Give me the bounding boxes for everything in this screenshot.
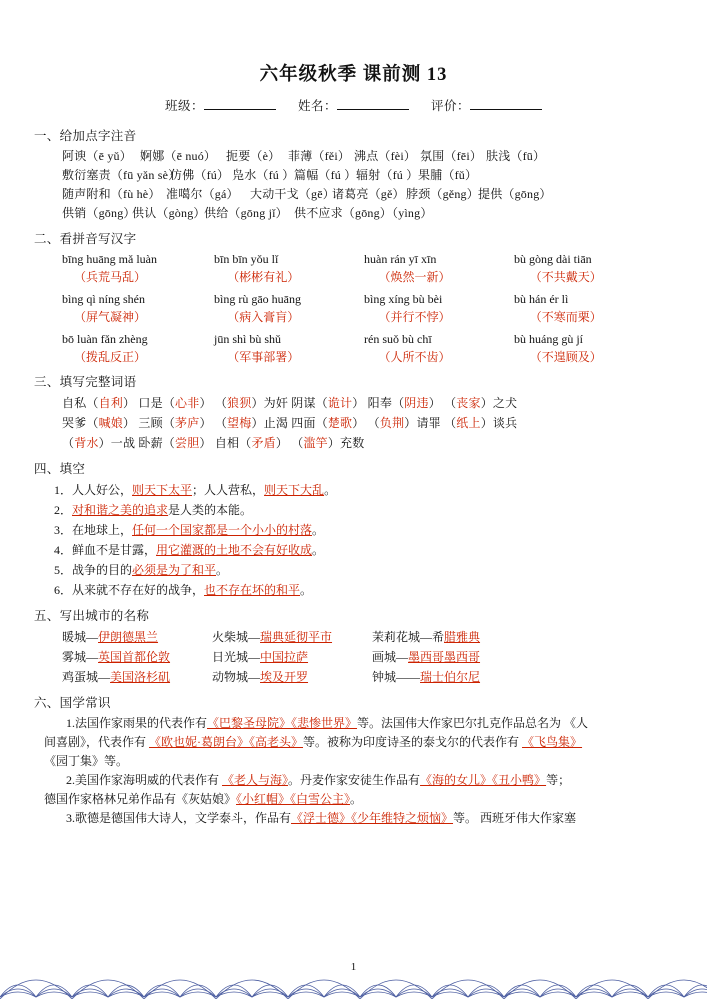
guoxue-text: 间喜剧》，代表作有 — [44, 735, 150, 749]
guoxue-text: 等。法国伟大作家巴尔扎克作品总名为 《人 — [357, 716, 589, 730]
idiom-answer[interactable]: 阴违 — [404, 396, 429, 410]
pinyin-item: 沸点（fèi） — [354, 149, 417, 163]
city-label: 钟城—— — [372, 670, 421, 684]
pinyin-item: 仿佛（fú） — [170, 168, 230, 182]
page-title: 六年级秋季 课前测 13 — [259, 65, 448, 85]
guoxue-line — [34, 790, 673, 809]
section-5-heading: 五、写出城市的名称 — [34, 609, 150, 623]
idiom-answer[interactable]: 滥竽 — [303, 436, 328, 450]
pinyin-item: 提供（gōng） — [478, 187, 552, 201]
fill-blank-answer[interactable]: 则天下太平 — [132, 483, 193, 497]
page-number: 1 — [350, 961, 357, 973]
hanzi-answer-cell[interactable]: （彬彬有礼） — [227, 270, 300, 284]
idiom-answer[interactable]: 喊娘 — [98, 416, 124, 430]
fill-blank-text: 是人类的本能。 — [168, 503, 253, 517]
hanzi-answer-cell[interactable]: （不共戴天） — [529, 270, 602, 284]
fill-blank-text: ；人人营私， — [192, 483, 265, 497]
fill-blank-item — [34, 540, 673, 560]
pinyin-cell: bō luàn fǎn zhèng — [62, 332, 148, 346]
city-line — [34, 627, 673, 647]
idiom-text: ）一战 卧薪（ — [98, 436, 176, 450]
idiom-answer[interactable]: 背水 — [74, 436, 99, 450]
guoxue-text: 2.美国作家海明威的代表作有 — [66, 773, 223, 787]
city-answer[interactable]: 腊雅典 — [444, 630, 481, 644]
guoxue-line — [34, 771, 673, 790]
hanzi-answer-cell[interactable]: （兵荒马乱） — [74, 270, 147, 284]
idiom-answer[interactable]: 自利 — [98, 396, 124, 410]
idiom-text: ）谈兵 — [480, 416, 518, 430]
idiom-text: ） 三顾（ — [123, 416, 176, 430]
hanzi-answer-row[interactable] — [62, 348, 673, 366]
guoxue-line — [34, 714, 673, 733]
idiom-text: ）请罪 （ — [404, 416, 457, 430]
fill-blank-item — [34, 480, 673, 500]
name-field-blank[interactable] — [337, 97, 409, 110]
idiom-answer[interactable]: 矛盾 — [251, 436, 276, 450]
city-label: 茉莉花城—希 — [372, 630, 445, 644]
city-entry — [372, 667, 480, 687]
fill-blank-answer[interactable]: 对和谐之美的追求 — [72, 503, 169, 517]
guoxue-text: 1.法国作家雨果的代表作有 — [66, 716, 208, 730]
idiom-text: ） （ — [428, 396, 457, 410]
pinyin-row — [62, 147, 673, 166]
guoxue-text: 《园丁集》等。 — [44, 754, 129, 768]
guoxue-line — [34, 733, 673, 752]
hanzi-answer-cell[interactable]: （屏气凝神） — [74, 310, 147, 324]
idiom-line — [62, 393, 673, 413]
city-label: 暖城— — [62, 630, 99, 644]
city-answer[interactable]: 瑞士伯尔尼 — [420, 670, 481, 684]
pinyin-item: 敷衍塞责（fū yǎn sè） — [62, 168, 181, 182]
class-field-blank[interactable] — [204, 97, 276, 110]
hanzi-answer-cell[interactable]: （并行不悖） — [378, 310, 451, 324]
footer-wave-decoration — [0, 953, 707, 999]
score-field-blank[interactable] — [470, 97, 542, 110]
pinyin-item: 供给（gōng jǐ） — [204, 206, 288, 220]
idiom-answer[interactable]: 茅庐 — [175, 416, 200, 430]
idiom-line — [62, 433, 673, 453]
idiom-text: ） （ — [199, 396, 228, 410]
city-label: 画城— — [372, 650, 409, 664]
fill-blank-answer[interactable]: 任何一个国家都是一个小小的村落 — [132, 523, 313, 537]
pinyin-prompt-row — [62, 330, 673, 348]
fill-blank-item — [34, 560, 673, 580]
pinyin-item: 大动干戈（gē） — [250, 187, 335, 201]
hanzi-answer-cell[interactable]: （病入膏肓） — [227, 310, 300, 324]
guoxue-text: 。丹麦作家安徒生作品有 — [288, 773, 421, 787]
pinyin-item: 供认（gòng） — [132, 206, 206, 220]
section-1-heading: 一、给加点字注音 — [34, 129, 137, 143]
guoxue-text: 等。被称为印度诗圣的泰戈尔的代表作有 — [303, 735, 523, 749]
section-4-heading: 四、填空 — [34, 462, 86, 476]
guoxue-answer[interactable]: 《欧也妮·葛朗台》《高老头》 — [149, 735, 304, 749]
hanzi-answer-cell[interactable]: （焕然一新） — [378, 270, 451, 284]
idiom-answer[interactable]: 丧家 — [456, 396, 481, 410]
idiom-answer[interactable]: 望梅 — [227, 416, 252, 430]
fill-blank-item — [34, 500, 673, 520]
city-entry — [372, 647, 480, 667]
city-answer[interactable]: 埃及开罗 — [260, 670, 309, 684]
idiom-text: ） （ — [275, 436, 304, 450]
fill-blank-answer[interactable]: 也不存在坏的和平 — [204, 583, 301, 597]
pinyin-cell: rén suǒ bù chī — [364, 332, 432, 346]
fill-blank-answer[interactable]: 用它灌溉的土地不会有好收成 — [156, 543, 313, 557]
idiom-text: ）止渴 四面（ — [251, 416, 328, 430]
pinyin-row — [62, 185, 673, 204]
guoxue-answer[interactable]: 《海的女儿》《丑小鸭》 — [420, 773, 547, 787]
hanzi-answer-row[interactable] — [62, 308, 673, 326]
pinyin-cell: bìng rù gāo huāng — [214, 292, 301, 306]
pinyin-item: 阿谀（ē yǔ） — [62, 149, 132, 163]
pinyin-cell: bù hán ér lì — [514, 292, 569, 306]
fill-blank-text: 6．从来就不存在好的战争， — [54, 583, 205, 597]
section-6-heading: 六、国学常识 — [34, 696, 111, 710]
city-entry — [212, 667, 372, 687]
idiom-answer[interactable]: 狼狈 — [227, 396, 252, 410]
hanzi-answer-cell[interactable]: （不寒而栗） — [529, 310, 602, 324]
idiom-text: （ — [62, 436, 75, 450]
pinyin-cell: bù gòng dài tiān — [514, 252, 592, 266]
fill-blank-answer[interactable]: 则天下大乱 — [264, 483, 325, 497]
pinyin-item: 扼要（è） — [226, 149, 281, 163]
section-3-body — [34, 393, 673, 453]
fill-blank-text: 。 — [312, 543, 325, 557]
hanzi-answer-cell[interactable]: （不遑顾及） — [529, 350, 602, 364]
section-2-heading: 二、看拼音写汉字 — [34, 232, 137, 246]
city-entry — [62, 667, 212, 687]
pinyin-item: 肤浅（fū） — [486, 149, 546, 163]
guoxue-text: 等。 西班牙伟大作家塞 — [453, 811, 577, 825]
pinyin-row — [62, 166, 673, 185]
pinyin-cell: bīng huāng mǎ luàn — [62, 252, 157, 266]
idiom-text: ） 口是（ — [123, 396, 176, 410]
guoxue-answer[interactable]: 《浮士德》《少年维特之烦恼》 — [291, 811, 454, 825]
fill-blank-text: 。 — [300, 583, 313, 597]
guoxue-line — [34, 752, 673, 771]
pinyin-cell: huàn rán yī xīn — [364, 252, 437, 266]
pinyin-item: 婀娜（ē nuó） — [140, 149, 217, 163]
city-line — [34, 667, 673, 687]
pinyin-item: 供不应求（gōng） — [294, 206, 393, 220]
fill-blank-item — [34, 580, 673, 600]
fill-blank-answer[interactable]: 必须是为了和平 — [132, 563, 217, 577]
pinyin-prompt-row — [62, 290, 673, 308]
pinyin-item: 凫水（fú ） — [232, 168, 295, 182]
pinyin-cell: bìng xíng bù bèi — [364, 292, 443, 306]
fill-blank-text: 。 — [216, 563, 229, 577]
pinyin-item: 篇幅（fú ） — [294, 168, 357, 182]
guoxue-answer[interactable]: 《老人与海》 — [222, 773, 289, 787]
hanzi-answer-row[interactable] — [62, 268, 673, 286]
guoxue-text: 3.歌德是德国伟大诗人，文学泰斗，作品有 — [66, 811, 292, 825]
guoxue-answer[interactable]: 《巴黎圣母院》《悲惨世界》 — [207, 716, 358, 730]
pinyin-item: 随声附和（fù hè） — [62, 187, 161, 201]
guoxue-text: 。 — [350, 792, 363, 806]
city-answer[interactable]: 伊朗德黑兰 — [98, 630, 159, 644]
section-5-body — [34, 627, 673, 687]
idiom-text: ）之犬 — [480, 396, 518, 410]
pinyin-row — [62, 204, 673, 223]
guoxue-line — [34, 809, 673, 828]
idiom-line — [62, 413, 673, 433]
city-answer[interactable]: 墨西哥墨西哥 — [408, 650, 481, 664]
city-label: 鸡蛋城— — [62, 670, 111, 684]
fill-blank-text: 2． — [54, 503, 73, 517]
idiom-answer[interactable]: 纸上 — [456, 416, 481, 430]
idiom-answer[interactable]: 尝胆 — [175, 436, 200, 450]
pinyin-item: 氛围（fēi） — [420, 149, 483, 163]
fill-blank-text: 3．在地球上， — [54, 523, 133, 537]
pinyin-item: 准噶尔（gá） — [166, 187, 239, 201]
idiom-text: 自私（ — [62, 396, 99, 410]
city-answer[interactable]: 中国拉萨 — [260, 650, 309, 664]
section-3-heading: 三、填写完整词语 — [34, 375, 137, 389]
hanzi-answer-cell[interactable]: （拨乱反正） — [74, 350, 147, 364]
idiom-text: ） （ — [352, 416, 380, 430]
pinyin-item: 供销（gōng） — [62, 206, 136, 220]
pinyin-cell: bù huáng gù jí — [514, 332, 583, 346]
section-2-body — [34, 250, 673, 366]
guoxue-answer[interactable]: 《飞鸟集》 — [522, 735, 583, 749]
hanzi-answer-cell[interactable]: （军事部署） — [227, 350, 300, 364]
section-4-body — [34, 480, 673, 600]
city-entry — [212, 627, 372, 647]
hanzi-answer-cell[interactable]: （人所不齿） — [378, 350, 451, 364]
section-1-body — [34, 147, 673, 223]
idiom-answer[interactable]: 负荆 — [379, 416, 405, 430]
city-answer[interactable]: 英国首都伦敦 — [98, 650, 171, 664]
city-entry — [62, 647, 212, 667]
pinyin-item: 辐射（fú ） — [356, 168, 419, 182]
city-line — [34, 647, 673, 667]
pinyin-item: 果脯（fǔ） — [418, 168, 478, 182]
idiom-text: ）为奸 阴谋（ — [251, 396, 328, 410]
pinyin-item: 诸葛亮（gě） — [332, 187, 405, 201]
city-label: 雾城— — [62, 650, 99, 664]
class-field-label: 班级： — [164, 99, 204, 113]
fill-blank-text: 。 — [324, 483, 337, 497]
city-entry — [372, 627, 480, 647]
city-label: 日光城— — [212, 650, 261, 664]
idiom-text: ） 阳奉（ — [352, 396, 405, 410]
pinyin-item: 脖颈（gěng） — [406, 187, 479, 201]
fill-blank-text: 。 — [312, 523, 325, 537]
pinyin-item: 菲薄（fěi） — [288, 149, 351, 163]
guoxue-text: 等； — [546, 773, 571, 787]
city-entry — [62, 627, 212, 647]
idiom-text: 哭爹（ — [62, 416, 99, 430]
pinyin-cell: bīn bīn yǒu lǐ — [214, 252, 279, 266]
name-field-label: 姓名： — [297, 99, 337, 113]
idiom-text: ） 自相（ — [199, 436, 252, 450]
pinyin-cell: jūn shì bù shǔ — [214, 332, 282, 346]
fill-blank-text: 5．战争的目的 — [54, 563, 133, 577]
pinyin-prompt-row — [62, 250, 673, 268]
city-answer[interactable]: 美国洛杉矶 — [110, 670, 171, 684]
guoxue-text: 德国作家格林兄弟作品有《灰姑娘》 — [44, 792, 237, 806]
pinyin-item: （yìng） — [386, 206, 433, 220]
city-label: 动物城— — [212, 670, 261, 684]
idiom-answer[interactable]: 楚歌 — [327, 416, 353, 430]
idiom-answer[interactable]: 诡计 — [327, 396, 353, 410]
idiom-text: ）充数 — [327, 436, 365, 450]
header-fields — [34, 96, 673, 114]
score-field-label: 评价： — [431, 99, 471, 113]
fill-blank-text: 1．人人好公， — [54, 483, 133, 497]
idiom-text: ） （ — [199, 416, 228, 430]
city-entry — [212, 647, 372, 667]
idiom-answer[interactable]: 心非 — [175, 396, 200, 410]
city-answer[interactable]: 瑞典延彻平市 — [260, 630, 333, 644]
section-6-body — [34, 714, 673, 828]
guoxue-answer[interactable]: 《小红帽》《白雪公主》 — [236, 792, 351, 806]
fill-blank-text: 4．鲜血不是甘露， — [54, 543, 157, 557]
pinyin-cell: bìng qì níng shén — [62, 292, 145, 306]
city-label: 火柴城— — [212, 630, 261, 644]
fill-blank-item — [34, 520, 673, 540]
